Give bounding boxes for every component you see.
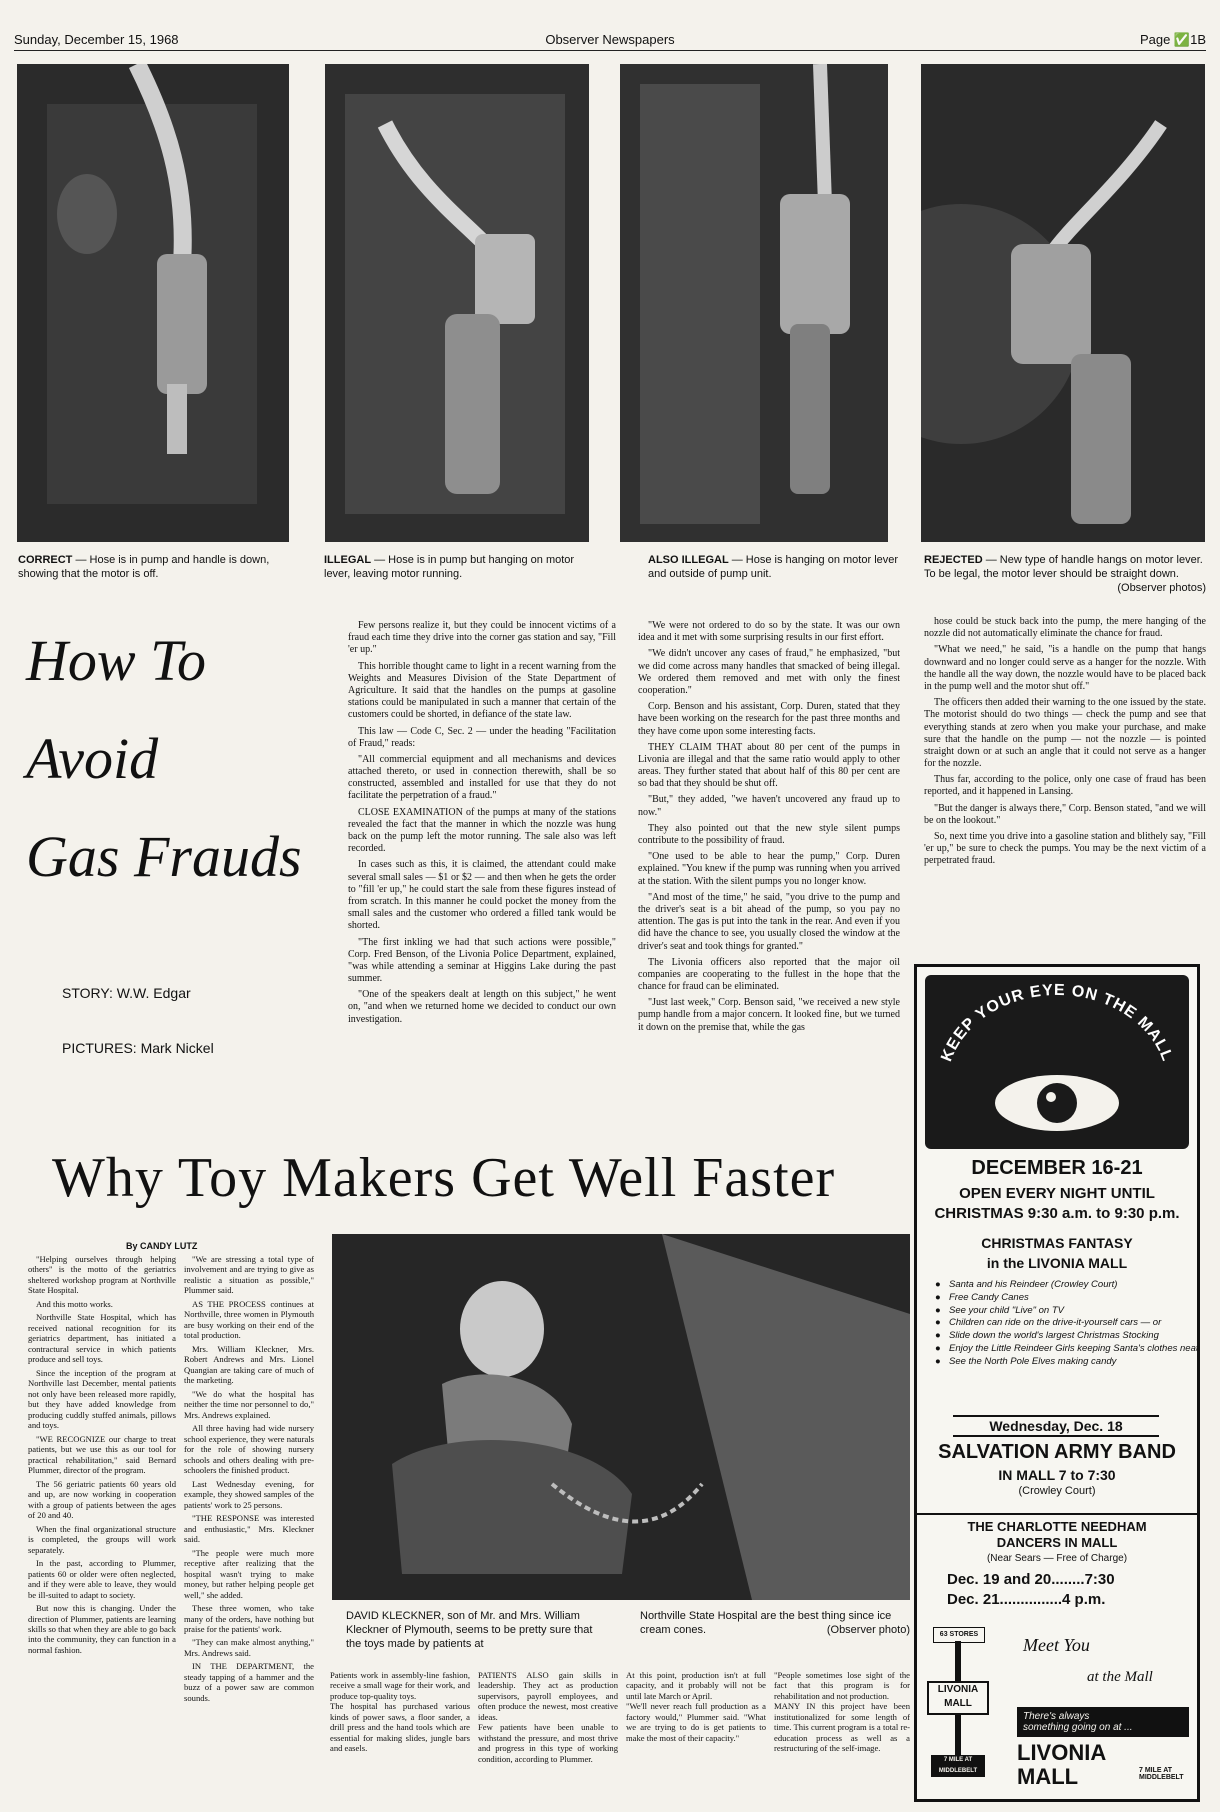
paragraph: "They can make almost anything," Mrs. Andrews said. [184, 1637, 314, 1658]
paragraph: Corp. Benson and his assistant, Corp. Duren, stated that they have been working on the research for the past three months and they have come upon some interesting facts. [638, 701, 900, 737]
paragraph: So, next time you drive into a gasoline station and blithely say, "Fill 'er up," be sure to check the pumps. You may be the next victim of a perpetrated fraud. [924, 831, 1206, 867]
toy-story-column-b [184, 1254, 314, 1802]
caption-text: — Hose is in pump but hanging on motor lever, leaving motor running. [324, 554, 575, 580]
toy-photo-caption-left: DAVID KLECKNER, son of Mr. and Mrs. William Kleckner of Plymouth, seems to be pretty sure that the toys made by patients at [346, 1610, 593, 1650]
paragraph: IN THE DEPARTMENT, the steady tapping of a hammer and the buzz of a power saw are common sounds. [184, 1661, 314, 1703]
list-item: ● Children can ride on the drive-it-yourself cars — or [949, 1317, 1209, 1330]
paragraph: "WE RECOGNIZE our charge to treat patients, but we use this as our tool for practical rehabilitation," said Bernard Plummer, director of the program. [28, 1433, 176, 1476]
paragraph: This horrible thought came to light in a recent warning from the Weights and Measures Division of the State Department of Agriculture. It said that the handles on the pumps at gasoline stations could be manipulated in such a manner that certain of the customers could be shorted, in defiance of the state law. [348, 660, 616, 721]
ad-script-line-1: Meet You [1023, 1635, 1090, 1655]
mall-sign [927, 1627, 989, 1795]
ad-tagline-line-1: There's always [1023, 1711, 1090, 1722]
paragraph: AS THE PROCESS continues at Northville, three women in Plymouth are busy working on their end of the total production. [184, 1298, 314, 1341]
pump-handle-illustration [325, 64, 589, 542]
caption-text: Northville State Hospital are the best thing since ice cream cones. [640, 1610, 892, 1636]
photo-caption-illegal [324, 554, 600, 582]
paragraph: In cases such as this, it is claimed, the attendant could make several small sales — $1 or $2 — and then when he gets the order to "fill 'er up," he could start the sale from these figures instead of from scratch. In this manner he could pocket the money from the small sales and the customer who ordered a filled tank would be shorted. [348, 859, 616, 932]
ad-dates: DECEMBER 16-21 [971, 1157, 1143, 1179]
paragraph: "And most of the time," he said, "you drive to the pump and the driver's seat is a bit ahead of the pump, so you pay no attention. The gas is put into the tank in the rear. And even if you did have the chance to see, you usually closed the window at the driver's seat and took things for granted." [638, 891, 900, 952]
ad-event-day: Wednesday, Dec. 18 [953, 1415, 1159, 1437]
gas-pump-photo-rejected [921, 64, 1205, 542]
paragraph: And this motto works. [36, 1298, 113, 1309]
ad-event-name: SALVATION ARMY BAND [938, 1441, 1176, 1463]
caption-text: — Hose is hanging on motor lever and outside of pump unit. [648, 554, 899, 580]
gas-pump-photo-illegal [325, 64, 589, 542]
story-credit: STORY: W.W. Edgar [62, 985, 191, 1001]
paragraph: "We were not ordered to do so by the state. It was our own idea and it met with some surprising results in our first effort. [638, 620, 900, 644]
ad-hours-line-1: OPEN EVERY NIGHT UNTIL [959, 1185, 1155, 1202]
paragraph: "We do what the hospital has neither the time nor personnel to do," Mrs. Andrews explained. [184, 1388, 314, 1420]
pictures-credit: PICTURES: Mark Nickel [62, 1040, 214, 1056]
caption-label: REJECTED [924, 554, 983, 566]
masthead-page-number: Page ✅1B [1139, 32, 1206, 47]
paragraph: "We didn't uncover any cases of fraud," he emphasized, "but we did come across many handles that smacked of being illegal. We ordered them removed and met with only the finest cooperation." [638, 648, 900, 696]
eye-icon [925, 975, 1189, 1149]
paragraph: They also pointed out that the new style silent pumps contribute to the possibility of fraud. [638, 822, 900, 846]
paragraph: The officers then added their warning to the one issued by the state. The motorist should do two things — check the pump and see that everything stands at zero when you make your purchase, and make sure that the handle on the pump — not the nozzle — is pointed straight down or at such an angle that it could not serve as a hanger for the nozzle. [924, 697, 1206, 770]
paragraph: "One of the speakers dealt at length on this subject," he went on, "and when we returned home we decided to conduct our own investigation. [348, 989, 616, 1025]
paragraph: "The first inkling we had that such actions were possible," Corp. Fred Benson, of the Livonia Police Department, explained, "was while attending a seminar at Higgins Lake during the past summer. [348, 936, 616, 985]
paragraph: "But," they added, "we haven't uncovered any fraud up to now." [638, 794, 900, 818]
sign-pole [955, 1641, 961, 1681]
list-item: ● See the North Pole Elves making candy [949, 1356, 1209, 1369]
caption-text: — Hose is in pump and handle is down, showing that the motor is off. [18, 554, 270, 580]
ad-dancers-date-1: Dec. 19 and 20........7:30 [947, 1571, 1115, 1588]
toy-headline: Why Toy Makers Get Well Faster [52, 1147, 836, 1209]
paragraph: Since the inception of the program at Northville last December, mental patients not only have been released more rapidly, but they have added knowledge from producing cuddly stuffed animals, pillows and toys. [28, 1367, 176, 1431]
toy-story-column-a [28, 1254, 176, 1802]
toy-story-bottom-column-2: PATIENTS ALSO gain skills in leadership. They act as production supervisors, payroll employees, and often produce the newest, most creative ideas. Few patients have been unable to withstand the pressure, and most thrive and progress in this type of working condition, according to Plummer. [478, 1670, 618, 1764]
list-item: ● Santa and his Reindeer (Crowley Court) [949, 1279, 1209, 1292]
gas-pump-photo-correct [17, 64, 289, 542]
eye-banner-text: KEEP YOUR EYE ON THE MALL [938, 981, 1176, 1064]
paragraph: This law — Code C, Sec. 2 — under the heading "Facilitation of Fraud," reads: [348, 725, 616, 749]
photo-credit: (Observer photo) [826, 1623, 910, 1636]
gas-story-column-2 [638, 620, 900, 1118]
paragraph: "We are stressing a total type of involvement and are trying to give as realistic a situation as possible," Plummer said. [184, 1254, 314, 1296]
paragraph: "THE RESPONSE was interested and enthusiastic," Mrs. Kleckner said. [184, 1513, 314, 1545]
paragraph: When the final organizational structure is completed, the groups will work separately. [28, 1523, 176, 1555]
ad-event-time: IN MALL 7 to 7:30 [998, 1467, 1116, 1483]
child-on-toy-illustration [332, 1234, 910, 1600]
paragraph: "All commercial equipment and all mechanisms and devices attached thereto, or used in connection therewith, shall be so constructed, assembled and installed for use that they do not facilitate the perpetration of a fraud." [348, 753, 616, 802]
photo-caption-also-illegal [648, 554, 902, 582]
mall-sign-road: 7 MILE AT MIDDLEBELT [931, 1755, 985, 1777]
paragraph: THEY CLAIM THAT about 80 per cent of the pumps in Livonia are illegal and that the same ratio would apply to other areas. They further stated that about half of this 80 per cent are so bad that they should be shut off. [638, 741, 900, 790]
toy-story-bottom-column-4: "People sometimes lose sight of the fact that this program is for rehabilitation and not production. MANY IN this project have been institutionalized for some length of time. This current program is a total re-education process as well as a restructuring of the self-image. [774, 1670, 910, 1754]
eye-banner [925, 975, 1189, 1149]
sign-pole [955, 1715, 961, 1755]
pump-handle-illustration [921, 64, 1205, 542]
livonia-mall-advertisement [914, 964, 1200, 1802]
toy-byline: By CANDY LUTZ [126, 1241, 198, 1251]
toy-story-bottom-column-1: Patients work in assembly-line fashion, receive a small wage for their work, and produce top-quality toys. The hospital has purchased various kinds of power saws, a floor sander, a drill press and the hand tools which are essential for making slides, jungle bars and easels. [330, 1670, 470, 1754]
photo-credit: (Observer photos) [1117, 581, 1206, 594]
paragraph: In the past, according to Plummer, patients 60 or older were often neglected, and if they were able to leave, they would be ill-suited to adapt to society. [28, 1558, 176, 1600]
ad-event-place: (Crowley Court) [1018, 1485, 1096, 1497]
paragraph: CLOSE EXAMINATION of the pumps at many of the stations revealed the fact that the manner in which the nozzle was hung back on the pump left the motor running. The sale also was left recorded. [348, 806, 616, 855]
paragraph: "The people were much more receptive after realizing that the hospital wasn't trying to make money, but rather helping people get well," she added. [184, 1547, 314, 1600]
gas-story-column-1 [348, 620, 616, 1118]
caption-label: CORRECT [18, 554, 73, 566]
gas-story-column-3 [924, 616, 1206, 961]
photo-caption-rejected [924, 554, 1206, 595]
paragraph: The Livonia officers also reported that the major oil companies are cooperating to the fullest in the hope that the chance for fraud can be eliminated. [638, 956, 900, 993]
list-item: ● Free Candy Canes [949, 1292, 1209, 1305]
ad-hours-line-2: CHRISTMAS 9:30 a.m. to 9:30 p.m. [934, 1205, 1180, 1222]
paragraph: "Just last week," Corp. Benson said, "we received a new style pump handle from a major concern. It looked fine, but we turned it down on the premise that, while the gas [638, 997, 900, 1033]
ad-logo: LIVONIA MALL [1017, 1740, 1106, 1789]
toy-story-bottom-column-3: At this point, production isn't at full capacity, and it probably will not be until late March or April. "We'll never reach full production as a factory would," Plummer said. "What we are trying to do is get patients to make the most of their capacity." [626, 1670, 766, 1743]
pump-handle-illustration [17, 64, 289, 542]
list-item: ● See your child "Live" on TV [949, 1305, 1209, 1318]
mall-sign-name: LIVONIA MALL [927, 1681, 989, 1715]
paragraph: "One used to be able to hear the pump," Corp. Duren explained. "You knew if the pump was running when you arrived at the station. With the silent pumps you no longer know. [638, 851, 900, 887]
ad-address: 7 MILE AT MIDDLEBELT [1139, 1767, 1184, 1781]
paragraph: Last Wednesday evening, for example, they showed samples of the patients' work to 25 persons. [184, 1478, 314, 1510]
toy-photo-caption-right [640, 1610, 910, 1638]
paragraph: Few persons realize it, but they could be innocent victims of a fraud each time they drive into the corner gas station and say, "Fill 'er up." [348, 620, 616, 656]
paragraph: "What we need," he said, "is a handle on the pump that hangs downward and no longer could serve as a hanger for the nozzle. With the handle all the way down, the nozzle would have to be placed back in the pump well and the motor shut off." [924, 644, 1206, 692]
paragraph: But now this is changing. Under the direction of Plummer, patients are learning skills so that when they are able to go back into the community, they can function in a normal fashion. [28, 1603, 176, 1655]
paragraph: The 56 geriatric patients 60 years old and up, are now working in cooperation with a group of patients between the ages of 20 and 40. [28, 1478, 176, 1521]
gas-headline-line-2: Avoid [26, 726, 159, 791]
ad-dancers-line-2: DANCERS IN MALL [996, 1535, 1118, 1550]
masthead-paper-name: Observer Newspapers [545, 32, 675, 47]
mall-sign-stores: 63 STORES [933, 1627, 985, 1643]
masthead-date: Sunday, December 15, 1968 [14, 32, 179, 47]
ad-dancers-date-2: Dec. 21...............4 p.m. [947, 1591, 1106, 1608]
paragraph: Mrs. William Kleckner, Mrs. Robert Andrews and Mrs. Lionel Quangian are taking care of much of the marketing. [184, 1343, 314, 1386]
paragraph: Thus far, according to the police, only one case of fraud has been reported, and it happened in Lansing. [924, 774, 1206, 798]
ad-tagline [1017, 1707, 1189, 1737]
svg-text:KEEP YOUR EYE ON THE MALL [938, 982, 1176, 1064]
caption-label: ALSO ILLEGAL [648, 554, 729, 566]
masthead [14, 30, 1206, 51]
paragraph: All three having had wide nursery school experience, they were naturals for the role of showing nursery schools and others dealing with pre-schoolers the finished product. [184, 1423, 314, 1476]
paragraph: hose could be stuck back into the pump, the mere hanging of the nozzle did not automatically eliminate the chance for fraud. [924, 616, 1206, 640]
pump-handle-illustration [620, 64, 888, 542]
ad-script-line-2: at the Mall [1087, 1669, 1153, 1685]
gas-pump-photo-also-illegal [620, 64, 888, 542]
ad-dancers-line-1: THE CHARLOTTE NEEDHAM [917, 1513, 1197, 1534]
child-with-toy-photo [332, 1234, 910, 1600]
ad-fantasy-line-1: CHRISTMAS FANTASY [981, 1235, 1133, 1251]
list-item: ● Enjoy the Little Reindeer Girls keeping Santa's clothes neat. [949, 1343, 1209, 1356]
photo-caption-correct [18, 554, 296, 582]
ad-dancers-note: (Near Sears — Free of Charge) [986, 1553, 1128, 1564]
caption-text: — New type of handle hangs on motor lever. To be legal, the motor lever should be straight down. [924, 554, 1203, 580]
paragraph: "But the danger is always there," Corp. Benson stated, "and we will be on the lookout." [924, 802, 1206, 826]
caption-label: ILLEGAL [324, 554, 372, 566]
gas-headline-line-3: Gas Frauds [26, 824, 302, 889]
paragraph: Northville State Hospital, which has received national recognition for its geriatrics department, has initiated a contractural service in which patients produce and sell toys. [28, 1312, 176, 1365]
paragraph: "Helping ourselves through helping others" is the motto of the geriatrics sheltered workshop program at Northville State Hospital. [28, 1254, 176, 1296]
ad-tagline-line-2: something going on at ... [1023, 1722, 1133, 1733]
paragraph: These three women, who take many of the orders, have nothing but praise for the patients' work. [184, 1603, 314, 1634]
gas-headline-line-1: How To [26, 628, 207, 693]
ad-attractions-list [929, 1279, 1209, 1369]
list-item: ● Slide down the world's largest Christmas Stocking [949, 1330, 1209, 1343]
ad-fantasy-line-2: in the LIVONIA MALL [986, 1255, 1128, 1271]
